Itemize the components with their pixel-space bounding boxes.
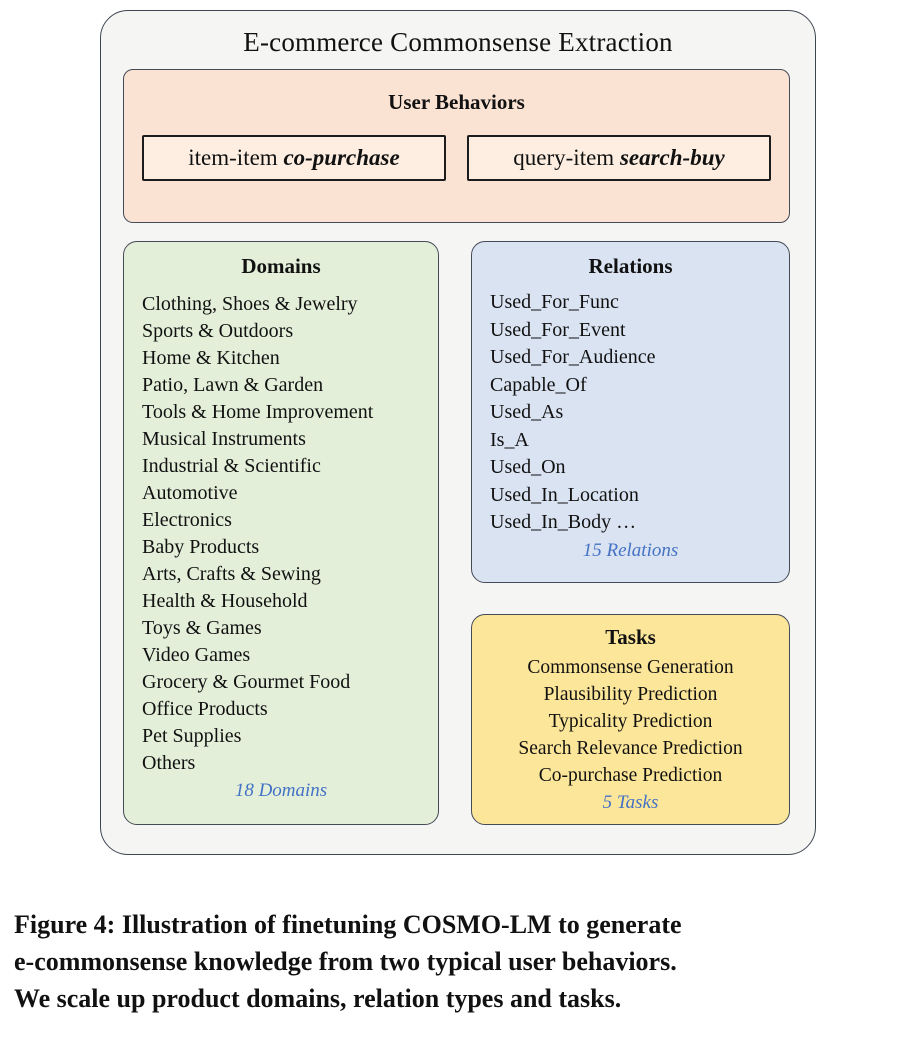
relation-item: Used_For_Func [490, 291, 619, 313]
diagram-title: E-commerce Commonsense Extraction [243, 27, 673, 57]
relation-item: Capable_Of [490, 373, 587, 396]
behavior-box-search-buy [467, 135, 771, 181]
tasks-count-label: 5 Tasks [602, 792, 659, 813]
domains-panel [123, 241, 439, 825]
domain-item: Patio, Lawn & Garden [142, 374, 324, 396]
behavior-prefix: item-item [188, 145, 284, 170]
relation-item: Used_For_Audience [490, 346, 656, 368]
relation-item: Used_In_Body … [490, 511, 637, 533]
relation-item: Used_On [490, 456, 566, 478]
domains-heading: Domains [241, 254, 321, 278]
diagram-container [100, 10, 816, 855]
behavior-prefix: query-item [513, 145, 620, 170]
domain-item: Electronics [142, 509, 232, 531]
domain-item: Home & Kitchen [142, 347, 280, 369]
caption-line: e-commonsense knowledge from two typical user behaviors. [14, 947, 677, 976]
behavior-emphasis: search-buy [619, 145, 725, 170]
domain-item: Tools & Home Improvement [142, 401, 374, 423]
tasks-heading: Tasks [605, 625, 656, 649]
relation-item: Is_A [490, 428, 529, 451]
task-item: Plausibility Prediction [543, 684, 718, 705]
behavior-row [142, 135, 771, 181]
task-item: Commonsense Generation [527, 657, 734, 678]
domain-item: Arts, Crafts & Sewing [142, 563, 321, 585]
task-item: Co-purchase Prediction [538, 765, 723, 786]
relation-item: Used_For_Event [490, 318, 626, 341]
domain-item: Musical Instruments [142, 428, 306, 450]
relations-list [490, 289, 771, 537]
behavior-box-co-purchase [142, 135, 446, 181]
relation-item: Used_In_Location [490, 483, 639, 506]
task-item: Search Relevance Prediction [518, 738, 743, 759]
task-item: Typicality Prediction [548, 711, 713, 732]
tasks-list [490, 654, 771, 789]
user-behaviors-heading: User Behaviors [388, 90, 525, 114]
domain-item: Clothing, Shoes & Jewelry [142, 293, 358, 315]
domains-list [142, 291, 420, 777]
relation-item: Used_As [490, 401, 564, 423]
domain-item: Automotive [142, 482, 238, 504]
caption-line: Figure 4: Illustration of finetuning COSMO-LM to generate [14, 910, 682, 939]
domain-item: Industrial & Scientific [142, 455, 321, 477]
domain-item: Pet Supplies [142, 725, 242, 747]
caption-line: We scale up product domains, relation types and tasks. [14, 984, 622, 1013]
tasks-panel [471, 614, 790, 825]
domains-count-label: 18 Domains [234, 780, 328, 801]
behavior-emphasis: co-purchase [283, 145, 400, 170]
domain-item: Baby Products [142, 536, 260, 558]
relations-panel [471, 241, 790, 583]
domain-item: Toys & Games [142, 617, 262, 639]
domain-item: Office Products [142, 698, 268, 720]
relations-heading: Relations [588, 254, 673, 278]
domain-item: Grocery & Gourmet Food [142, 671, 351, 693]
domain-item: Sports & Outdoors [142, 320, 294, 342]
domain-item: Health & Household [142, 590, 308, 612]
domain-item: Others [142, 752, 196, 774]
relations-count-label: 15 Relations [582, 539, 679, 561]
domain-item: Video Games [142, 644, 251, 666]
figure-caption [14, 906, 682, 1017]
user-behaviors-panel [123, 69, 790, 223]
